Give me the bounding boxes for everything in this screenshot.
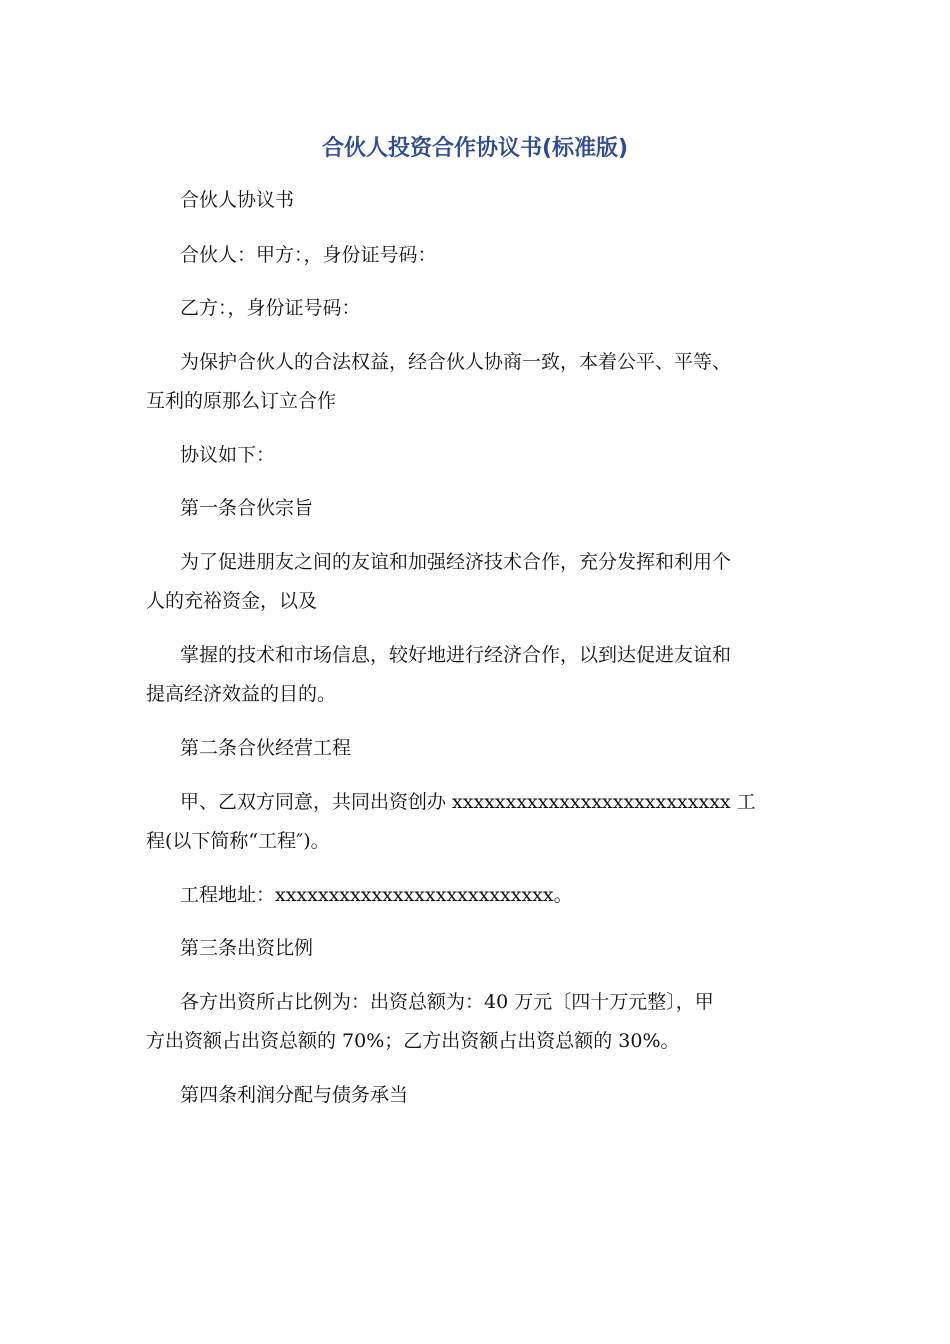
doc-heading: 合伙人协议书 — [180, 189, 295, 211]
article-text-line: 各方出资所占比例为：出资总额为：40 万元〔四十万元整〕，甲 — [180, 991, 714, 1013]
party-a-line: 合伙人：甲方：，身份证号码： — [180, 244, 437, 266]
article-text-line: 甲、乙双方同意，共同出资创办 xxxxxxxxxxxxxxxxxxxxxxxxxx 工 — [180, 791, 756, 813]
article-text-line: 方出资额占出资总额的 70%；乙方出资额占出资总额的 30%。 — [146, 1030, 680, 1052]
article-text-line: 提高经济效益的目的。 — [146, 683, 337, 705]
article-text-line: 程(以下简称“工程″)。 — [146, 830, 330, 852]
article-text-line: 人的充裕资金，以及 — [146, 590, 318, 612]
article-heading: 第三条出资比例 — [180, 937, 314, 959]
project-address-line: 工程地址：xxxxxxxxxxxxxxxxxxxxxxxxxx。 — [180, 884, 573, 906]
article-text-line: 掌握的技术和市场信息，较好地进行经济合作，以到达促进友谊和 — [180, 644, 732, 666]
article-heading: 第四条利润分配与债务承当 — [180, 1084, 409, 1106]
article-text-line: 为了促进朋友之间的友谊和加强经济技术合作，充分发挥和利用个 — [180, 551, 732, 573]
preamble-line: 为保护合伙人的合法权益，经合伙人协商一致，本着公平、平等、 — [180, 351, 732, 373]
article-heading: 第一条合伙宗旨 — [180, 497, 314, 519]
agreement-intro: 协议如下： — [180, 444, 276, 466]
document-title: 合伙人投资合作协议书(标准版) — [321, 136, 629, 161]
party-b-line: 乙方：，身份证号码： — [180, 297, 361, 319]
article-heading: 第二条合伙经营工程 — [180, 737, 352, 759]
preamble-line: 互利的原那么订立合作 — [146, 390, 337, 412]
